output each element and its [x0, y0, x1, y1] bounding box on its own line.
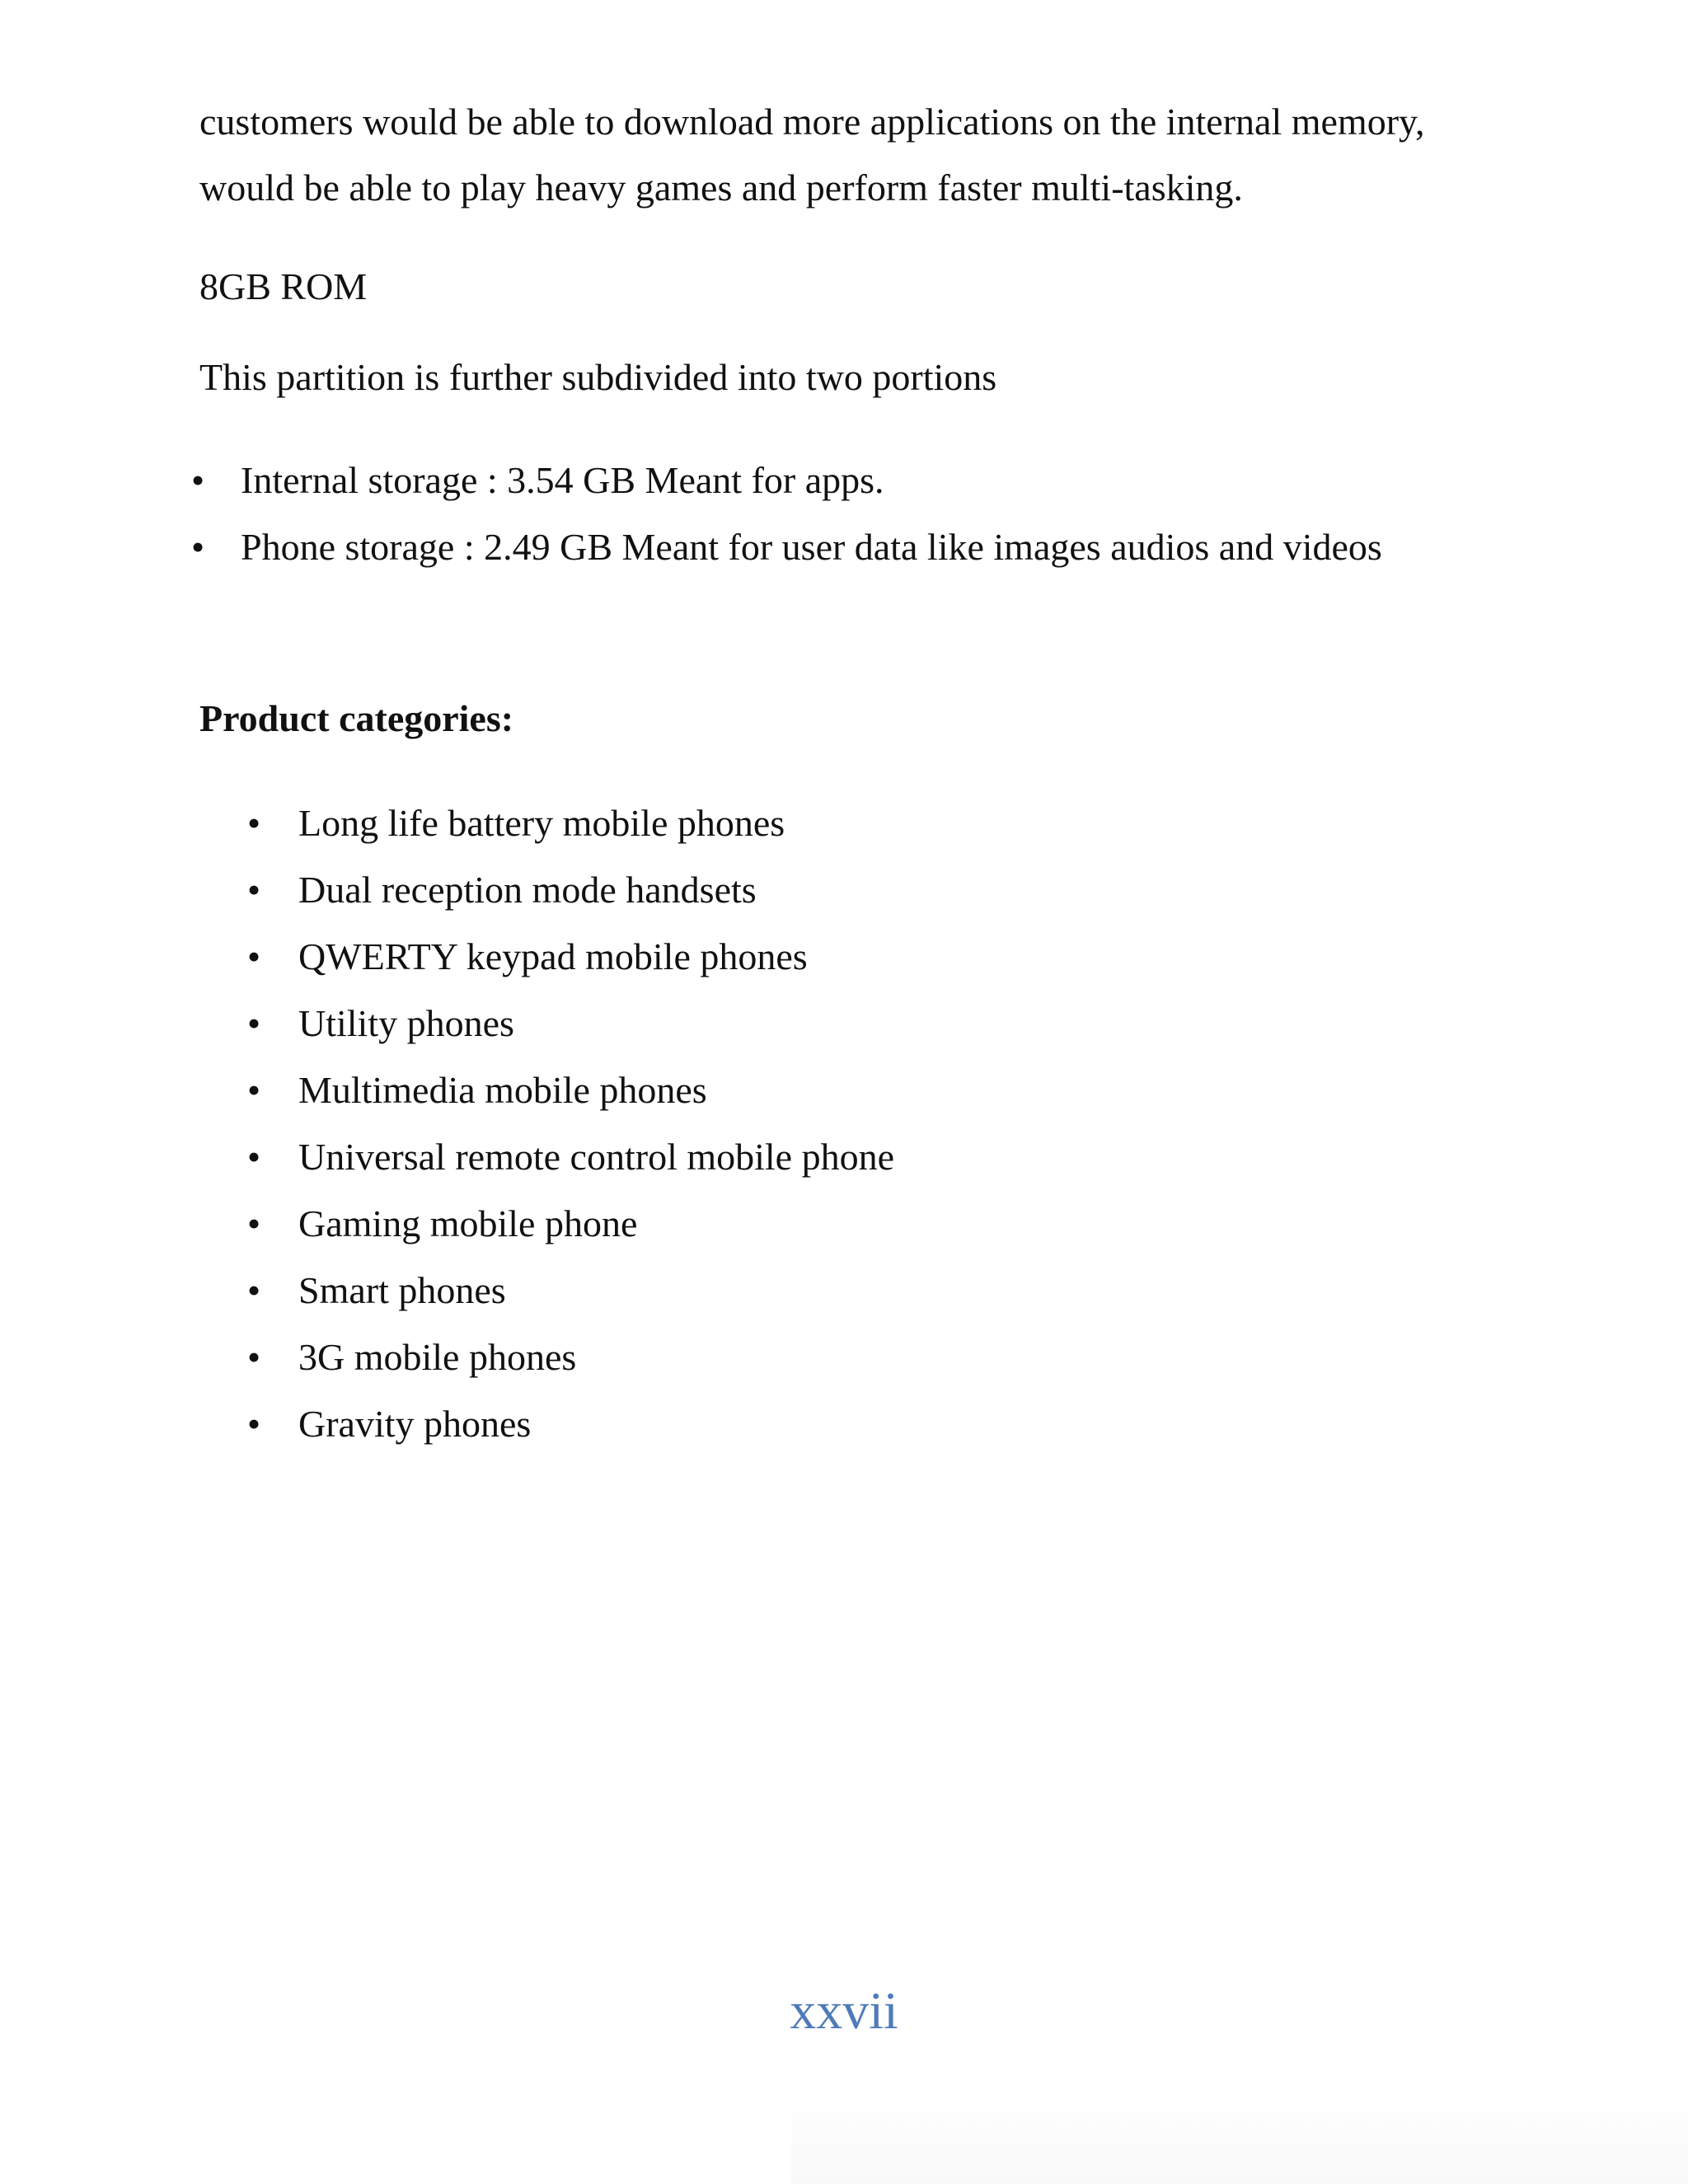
categories-list: [247, 790, 895, 1457]
bullet-icon: •: [247, 1403, 261, 1445]
category-label: Long life battery mobile phones: [298, 802, 785, 844]
category-label: Dual reception mode handsets: [298, 869, 757, 911]
bullet-icon: •: [191, 459, 205, 501]
scan-shade: [791, 2085, 1688, 2184]
list-item: [247, 1057, 894, 1123]
list-item: [247, 990, 894, 1057]
bullet-icon: •: [247, 802, 261, 844]
bullet-icon: •: [247, 869, 261, 911]
list-item: [247, 1257, 894, 1324]
list-item: [247, 923, 894, 990]
category-label: Smart phones: [298, 1269, 506, 1311]
bullet-icon: •: [247, 1202, 261, 1244]
bullet-icon: •: [247, 1336, 261, 1378]
category-label: QWERTY keypad mobile phones: [298, 935, 808, 977]
bullet-icon: •: [247, 1069, 261, 1111]
category-label: Gravity phones: [298, 1403, 532, 1445]
bullet-icon: •: [247, 1136, 261, 1178]
list-item: [247, 1324, 894, 1390]
categories-heading: Product categories:: [199, 697, 514, 739]
bullet-icon: •: [247, 935, 261, 977]
storage-list: [191, 447, 1382, 580]
category-label: 3G mobile phones: [298, 1336, 577, 1378]
list-item: [247, 1123, 895, 1190]
category-label: Universal remote control mobile phone: [298, 1136, 895, 1178]
list-item: [247, 856, 894, 923]
category-label: Gaming mobile phone: [298, 1202, 638, 1244]
partition-text: This partition is further subdivided into two portions: [199, 356, 997, 398]
list-item: [191, 513, 1382, 580]
category-label: Multimedia mobile phones: [298, 1069, 707, 1111]
rom-heading: 8GB ROM: [199, 265, 368, 307]
list-item: [191, 447, 1382, 513]
bullet-icon: •: [247, 1269, 261, 1311]
storage-item-phone: Phone storage : 2.49 GB Meant for user data like images audios and videos: [241, 526, 1382, 568]
category-label: Utility phones: [298, 1002, 514, 1044]
page-number: xxvii: [790, 1981, 898, 2040]
list-item: [247, 790, 894, 856]
intro-line-2: would be able to play heavy games and perform faster multi-tasking.: [199, 166, 1243, 209]
list-item: [247, 1390, 894, 1457]
list-item: [247, 1190, 894, 1257]
bullet-icon: •: [191, 526, 205, 568]
bullet-icon: •: [247, 1002, 261, 1044]
intro-line-1: customers would be able to download more applications on the internal memory,: [199, 101, 1425, 143]
storage-item-internal: Internal storage : 3.54 GB Meant for apps.: [241, 459, 884, 501]
